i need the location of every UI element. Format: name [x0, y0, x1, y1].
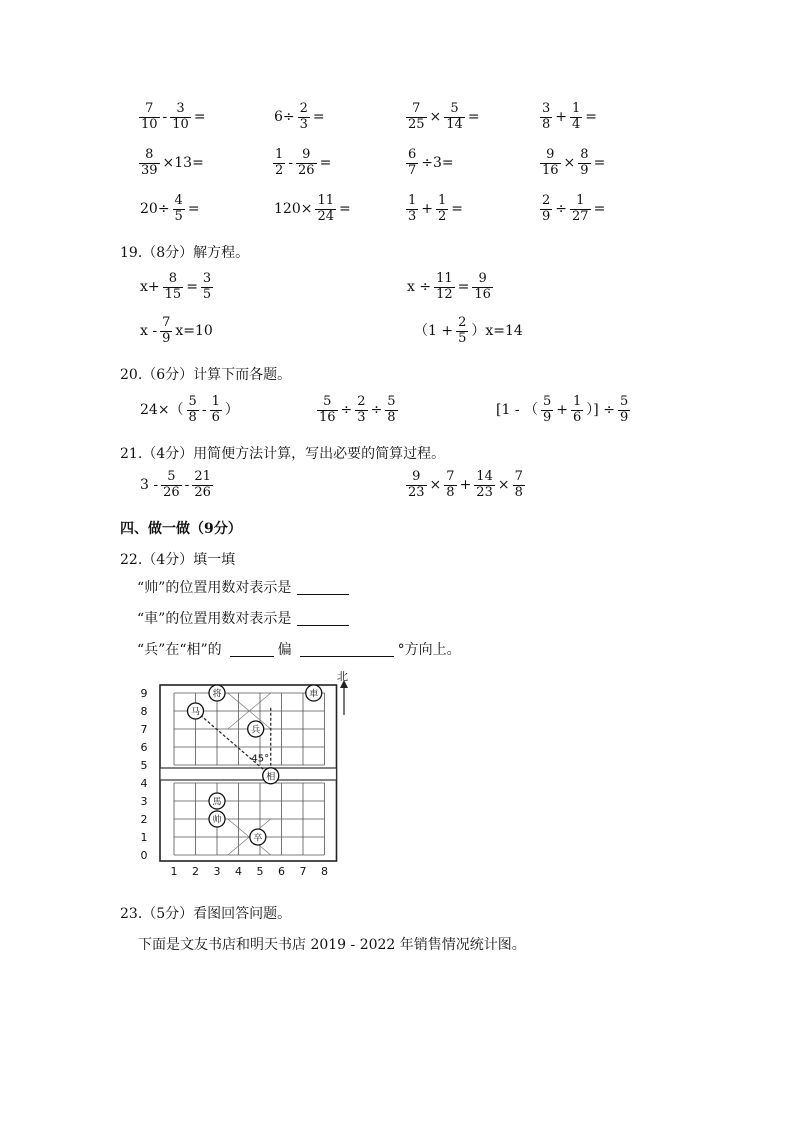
denominator: 3	[299, 116, 308, 132]
fraction	[444, 470, 456, 501]
numerator: 7	[145, 101, 154, 116]
fraction	[139, 102, 160, 133]
numerator: 2	[357, 394, 366, 409]
q23-heading: 23.（5分）看图回答问题。	[120, 906, 292, 922]
fraction	[541, 395, 553, 426]
fraction	[385, 395, 397, 426]
q22-line2	[137, 612, 349, 626]
x-axis-label: 1	[170, 865, 178, 878]
q22-answer-blank-2[interactable]	[297, 613, 349, 626]
fraction	[578, 148, 590, 179]
q22-answer-blank-3[interactable]	[230, 644, 274, 657]
math-text: 24×（	[140, 402, 184, 419]
numerator: 7	[514, 469, 523, 484]
section4-heading: 四、做一做（9分）	[120, 521, 242, 537]
numerator: 11	[436, 271, 453, 286]
denominator: 27	[572, 208, 589, 224]
q23-description: 下面是文友书店和明天书店 2019 - 2022 年销售情况统计图。	[138, 937, 526, 953]
denominator: 6	[573, 409, 582, 425]
numerator: 4	[174, 193, 183, 208]
calc-item	[405, 148, 456, 179]
numerator: 2	[542, 193, 551, 208]
denominator: 16	[319, 409, 336, 425]
river-band	[160, 768, 337, 783]
calc-item	[405, 194, 465, 225]
denominator: 25	[408, 116, 425, 132]
numerator: 21	[194, 469, 211, 484]
denominator: 3	[357, 409, 366, 425]
q22-line3	[137, 643, 461, 657]
y-axis-label: 9	[140, 687, 148, 700]
fraction	[540, 194, 552, 225]
numerator: 2	[458, 315, 467, 330]
calc-item	[405, 102, 482, 133]
numerator: 9	[478, 271, 487, 286]
denominator: 5	[202, 286, 212, 302]
denominator: 9	[543, 409, 552, 425]
numerator: 1	[211, 394, 220, 409]
denominator: 8	[387, 409, 396, 425]
fraction	[160, 316, 172, 347]
angle-label: 45°	[251, 753, 270, 765]
math-text: +	[421, 201, 434, 218]
denominator: 4	[572, 116, 581, 132]
x-axis-label: 6	[278, 865, 285, 878]
numerator: 1	[573, 394, 582, 409]
fraction	[273, 148, 285, 179]
fraction	[406, 102, 427, 133]
numerator: 8	[580, 147, 589, 162]
denominator: 10	[141, 116, 158, 132]
q22-line2-text: “車”的位置用数对表示是	[137, 611, 292, 627]
fraction	[570, 194, 591, 225]
fraction	[474, 470, 495, 501]
y-axis-label: 3	[140, 795, 148, 808]
q22-line1	[137, 581, 349, 595]
math-text: x=10	[175, 323, 213, 340]
math-text: -	[201, 402, 207, 419]
x-axis-label: 8	[321, 865, 328, 878]
q20-expr2	[316, 395, 399, 426]
numerator: 7	[412, 101, 421, 116]
q22-answer-blank-1[interactable]	[297, 582, 349, 595]
math-text: =	[193, 109, 206, 126]
denominator: 15	[164, 286, 182, 302]
chess-piece-label: 帅	[212, 815, 222, 826]
y-axis-label: 4	[140, 777, 148, 790]
numerator: 1	[275, 147, 284, 162]
denominator: 2	[438, 208, 447, 224]
denominator: 14	[446, 116, 463, 132]
q22-line1-text: “帅”的位置用数对表示是	[137, 580, 292, 596]
calc-item	[539, 194, 607, 225]
numerator: 6	[408, 147, 417, 162]
numerator: 1	[408, 193, 417, 208]
math-text: ）] ÷	[586, 402, 615, 419]
math-text: =	[585, 109, 598, 126]
q19-eq4	[412, 316, 525, 347]
fraction	[618, 395, 630, 426]
calc-item	[272, 148, 333, 179]
calc-item	[539, 148, 607, 179]
math-text: ）	[224, 402, 239, 419]
q19-eq3	[138, 316, 215, 347]
fraction	[201, 272, 213, 303]
denominator: 39	[141, 162, 158, 178]
chess-piece-label: 兵	[251, 725, 261, 736]
denominator: 24	[317, 208, 334, 224]
y-axis-label: 2	[140, 813, 148, 826]
y-axis-label: 0	[140, 849, 148, 862]
q19-eq2	[405, 272, 494, 303]
math-text: -	[184, 477, 190, 494]
chess-piece-label: 卒	[253, 833, 263, 844]
numerator: 9	[302, 147, 311, 162]
math-text: x ÷	[407, 279, 432, 296]
numerator: 1	[438, 193, 447, 208]
denominator: 5	[174, 208, 183, 224]
chess-piece-label: 馬	[212, 797, 222, 808]
calc-item	[138, 102, 208, 133]
numerator: 5	[543, 394, 552, 409]
numerator: 3	[202, 271, 212, 286]
fraction	[434, 272, 455, 303]
denominator: 6	[211, 409, 220, 425]
math-text: ÷3=	[421, 155, 454, 172]
calc-item	[539, 102, 599, 133]
denominator: 10	[172, 116, 189, 132]
fraction	[187, 395, 199, 426]
numerator: 9	[546, 147, 555, 162]
numerator: 5	[167, 469, 176, 484]
denominator: 16	[542, 162, 559, 178]
denominator: 3	[408, 208, 417, 224]
y-axis-label: 6	[140, 741, 148, 754]
q20-expr1	[138, 395, 241, 426]
q19-heading: 19.（8分）解方程。	[120, 245, 250, 261]
math-text: =	[593, 155, 606, 172]
fraction	[456, 316, 468, 347]
fraction	[173, 194, 185, 225]
numerator: 2	[299, 101, 308, 116]
q22-line3-text-b: 偏	[277, 642, 292, 658]
denominator: 8	[446, 484, 455, 500]
fraction	[570, 102, 582, 133]
math-text: =	[319, 155, 332, 172]
calc-item	[138, 194, 202, 225]
fraction	[540, 148, 561, 179]
math-text: =	[312, 109, 325, 126]
numerator: 5	[323, 394, 332, 409]
numerator: 8	[168, 271, 178, 286]
numerator: 3	[176, 101, 185, 116]
calc-item	[272, 194, 353, 225]
denominator: 9	[619, 409, 629, 425]
y-axis-label: 5	[140, 759, 148, 772]
numerator: 5	[619, 394, 629, 409]
numerator: 5	[450, 101, 459, 116]
denominator: 9	[162, 330, 171, 346]
fraction	[210, 395, 222, 426]
math-text: 6÷	[274, 109, 295, 126]
math-text: x+	[140, 279, 160, 296]
fraction	[298, 102, 310, 133]
fraction	[192, 470, 213, 501]
x-axis-label: 2	[192, 865, 199, 878]
numerator: 9	[412, 469, 421, 484]
denominator: 23	[408, 484, 425, 500]
numerator: 1	[572, 101, 581, 116]
math-text: =	[186, 279, 198, 296]
fraction	[571, 395, 583, 426]
denominator: 2	[275, 162, 284, 178]
denominator: 8	[188, 409, 197, 425]
q22-heading: 22.（4分）填一填	[120, 552, 236, 568]
fraction	[296, 148, 317, 179]
math-text: ×	[429, 477, 442, 494]
q21-heading: 21.（4分）用简便方法计算，写出必要的简算过程。	[120, 446, 446, 462]
math-text: 120×	[274, 201, 313, 218]
q21-expr2	[405, 470, 526, 501]
denominator: 9	[580, 162, 589, 178]
math-text: ×	[497, 477, 510, 494]
math-text: +	[459, 477, 472, 494]
fraction	[406, 148, 418, 179]
math-text: =	[187, 201, 200, 218]
math-text: =	[457, 279, 470, 296]
x-axis-label: 7	[299, 865, 307, 878]
denominator: 26	[163, 484, 180, 500]
numerator: 3	[542, 101, 551, 116]
chess-piece-label: 相	[266, 772, 276, 783]
fraction	[436, 194, 448, 225]
math-text: ÷	[340, 402, 353, 419]
math-text: =	[593, 201, 606, 218]
numerator: 8	[145, 147, 154, 162]
numerator: 5	[188, 394, 197, 409]
y-axis-label: 7	[140, 723, 148, 736]
numerator: 1	[576, 193, 585, 208]
math-text: +	[556, 402, 569, 419]
math-text: -	[288, 155, 294, 172]
fraction	[139, 148, 160, 179]
numerator: 5	[387, 394, 396, 409]
math-text: [1 - （	[496, 402, 538, 419]
math-text: ）x=14	[471, 323, 523, 340]
q20-expr3	[494, 395, 631, 426]
math-text: ×13=	[162, 155, 204, 172]
q19-eq1	[138, 272, 214, 303]
chess-piece-label: 車	[309, 689, 319, 700]
denominator: 7	[408, 162, 417, 178]
math-text: -	[162, 109, 168, 126]
math-text: ÷	[370, 402, 383, 419]
denominator: 12	[436, 286, 453, 302]
fraction	[170, 102, 191, 133]
q20-heading: 20.（6分）计算下而各题。	[120, 367, 292, 383]
x-axis-label: 4	[235, 865, 242, 878]
direction-dashed-line	[196, 711, 271, 776]
x-axis-label: 5	[256, 865, 264, 878]
fraction	[161, 470, 182, 501]
denominator: 16	[474, 286, 491, 302]
fraction	[315, 194, 336, 225]
chess-piece-label: 马	[190, 707, 201, 718]
math-text: =	[467, 109, 480, 126]
denominator: 26	[194, 484, 211, 500]
fraction	[444, 102, 465, 133]
math-text: 20÷	[140, 201, 170, 218]
math-text: ×	[429, 109, 442, 126]
calc-item	[138, 148, 206, 179]
math-text: ×	[563, 155, 576, 172]
q21-expr1	[138, 470, 214, 501]
fraction	[355, 395, 367, 426]
fraction	[513, 470, 525, 501]
calc-item	[272, 102, 327, 133]
numerator: 11	[317, 193, 334, 208]
fraction	[163, 272, 184, 303]
denominator: 23	[476, 484, 493, 500]
y-axis-label: 8	[140, 705, 148, 718]
y-axis-label: 1	[140, 831, 148, 844]
denominator: 5	[458, 330, 467, 346]
fraction	[317, 395, 338, 426]
fraction	[540, 102, 552, 133]
q22-answer-blank-4[interactable]	[300, 644, 394, 657]
math-text: x -	[140, 323, 158, 340]
math-text: +	[555, 109, 568, 126]
chess-piece-label: 将	[212, 689, 222, 700]
numerator: 7	[162, 315, 171, 330]
denominator: 8	[542, 116, 551, 132]
denominator: 8	[514, 484, 523, 500]
fraction	[472, 272, 493, 303]
math-text: 3 -	[140, 477, 159, 494]
chess-board-figure	[136, 670, 366, 890]
denominator: 26	[298, 162, 315, 178]
fraction	[406, 194, 418, 225]
numerator: 14	[476, 469, 493, 484]
q22-line3-text-a: “兵”在“相”的	[137, 642, 222, 658]
denominator: 9	[542, 208, 551, 224]
q22-line3-text-c: °方向上。	[397, 642, 461, 658]
numerator: 7	[446, 469, 455, 484]
math-text: ÷	[555, 201, 568, 218]
north-label: 北	[337, 670, 348, 683]
math-text: =	[451, 201, 464, 218]
math-text: =	[339, 201, 351, 218]
fraction	[406, 470, 427, 501]
x-axis-label: 3	[213, 865, 221, 878]
math-text: （1 +	[414, 323, 454, 340]
